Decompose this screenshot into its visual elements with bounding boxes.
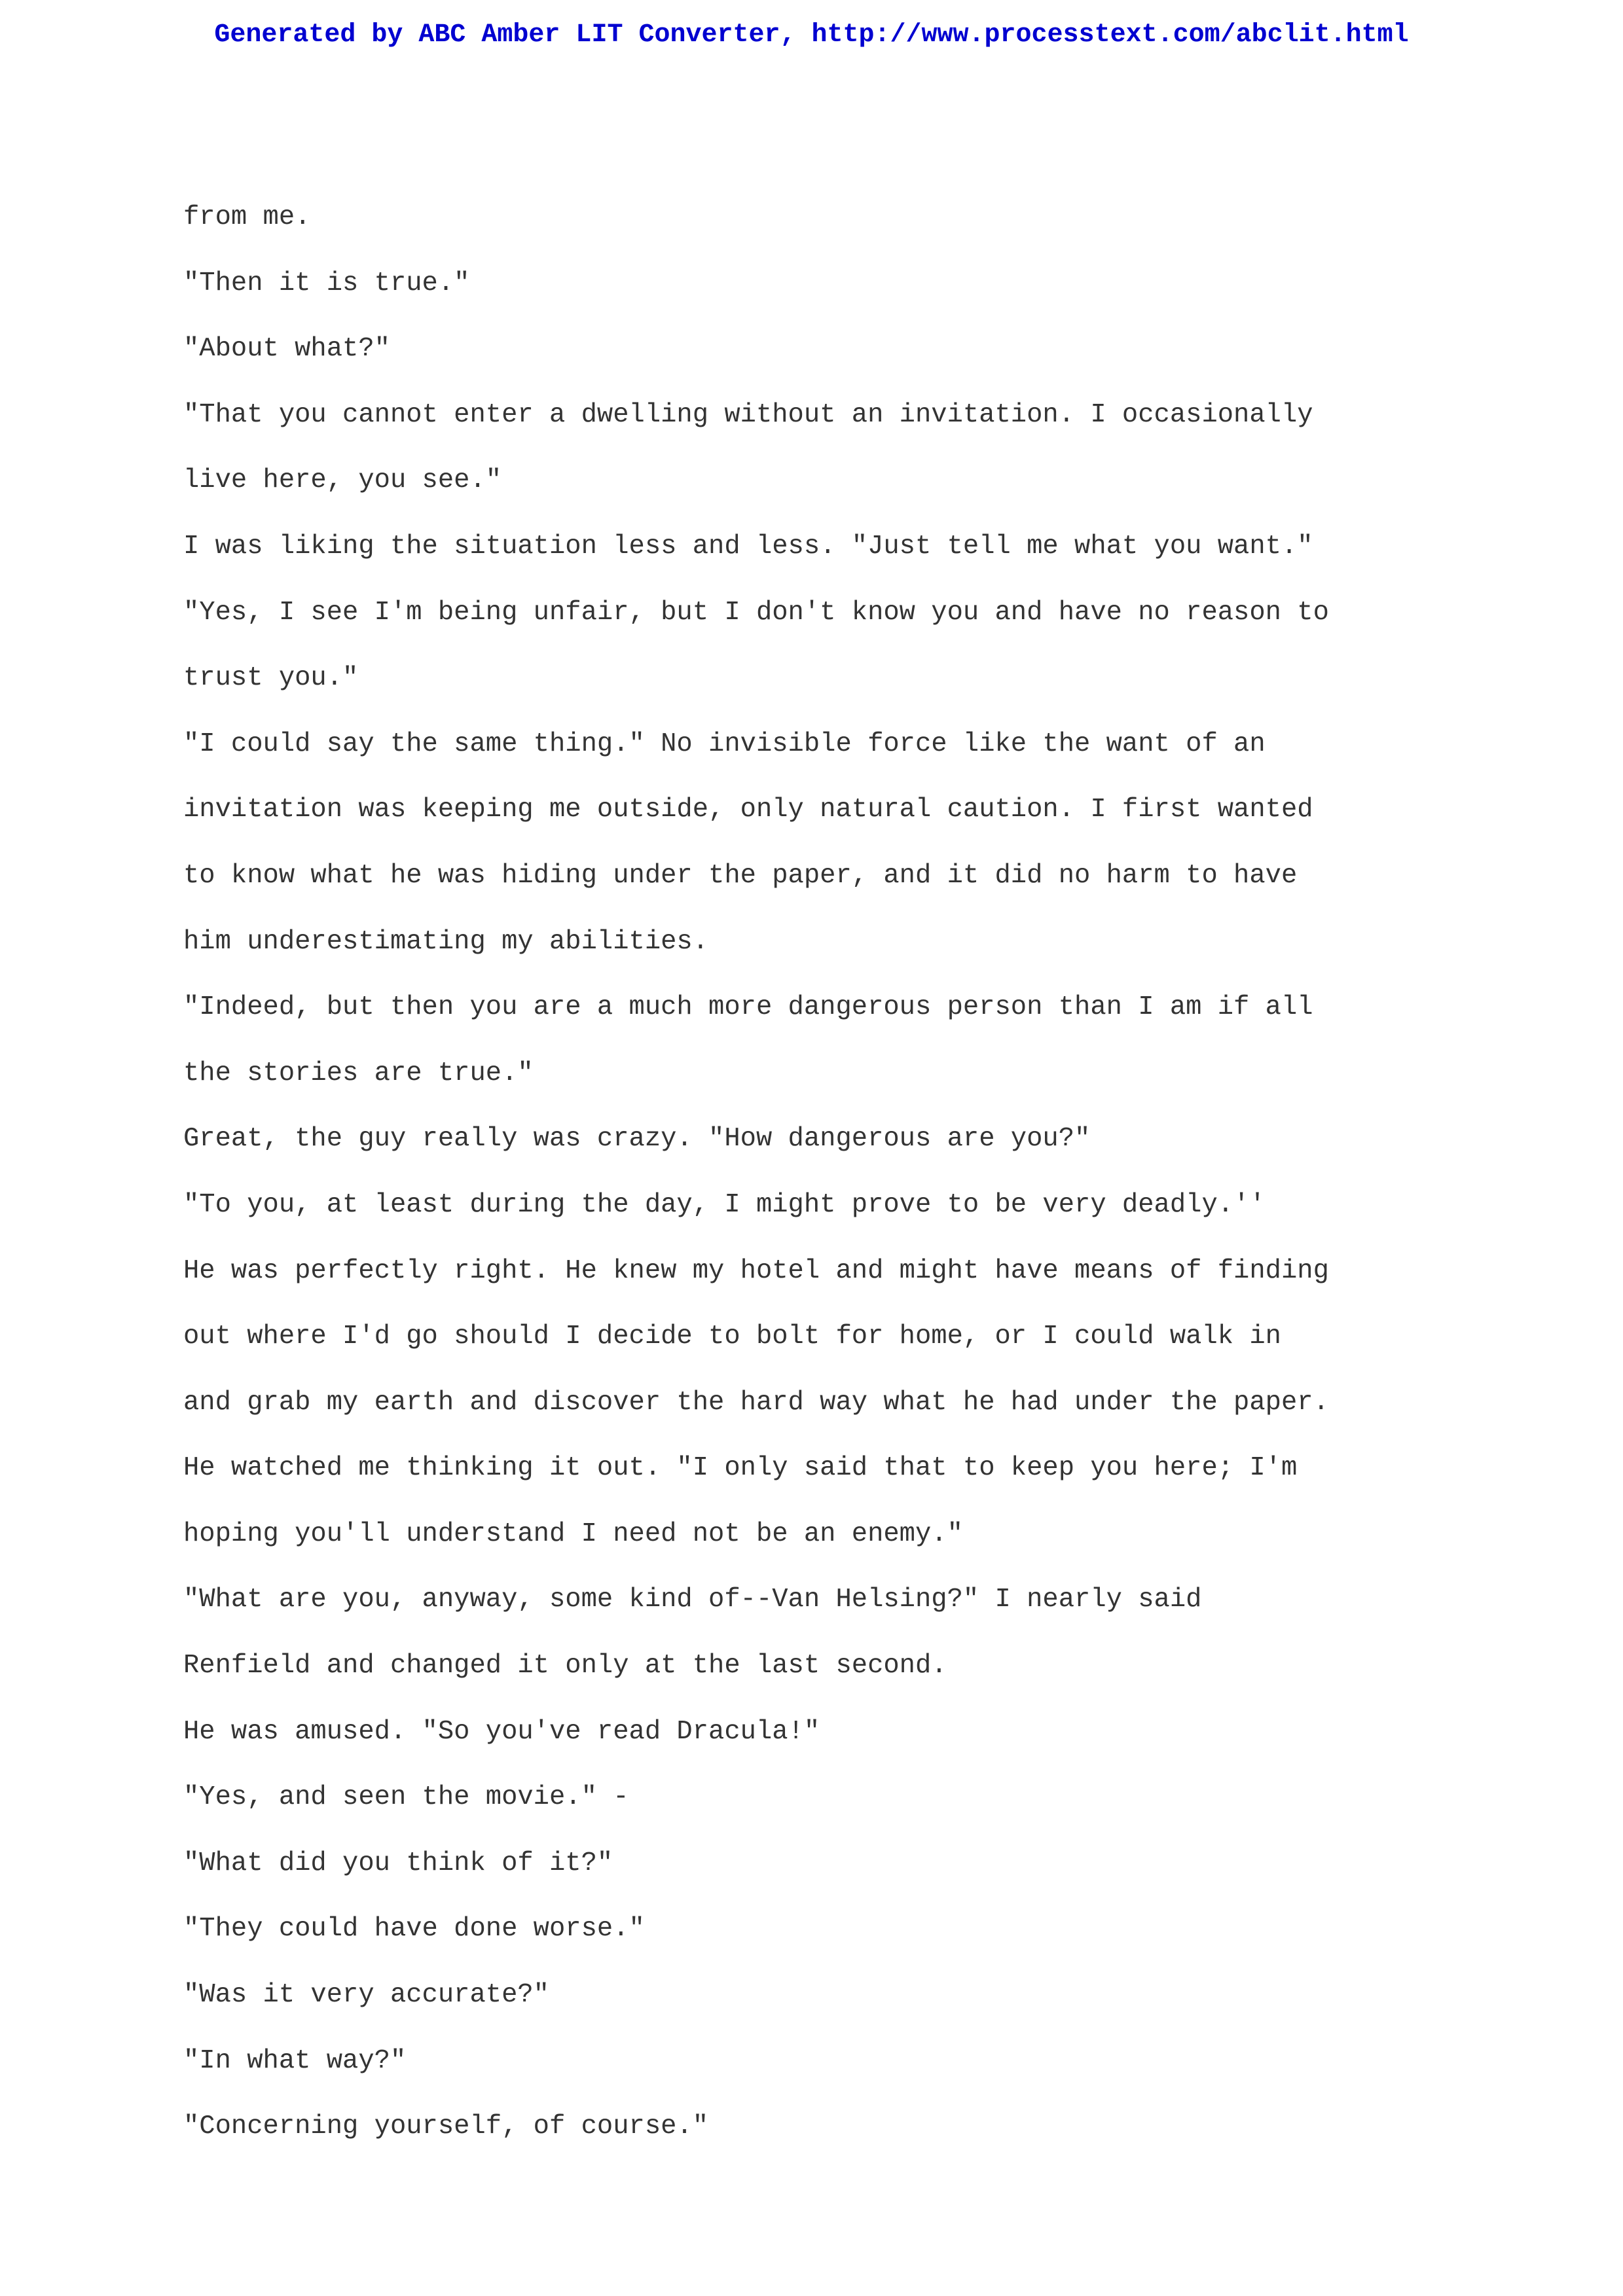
text-line: "Concerning yourself, of course.": [183, 2111, 709, 2142]
text-line: "What did you think of it?": [183, 1848, 613, 1878]
text-line: "What are you, anyway, some kind of--Van Helsing?" I nearly said: [183, 1585, 1202, 1615]
text-line: Renfield and changed it only at the last second.: [183, 1651, 947, 1681]
text-line: "To you, at least during the day, I might prove to be very deadly.'': [183, 1189, 1266, 1220]
text-line: and grab my earth and discover the hard way what he had under the paper.: [183, 1387, 1329, 1418]
text-line: He was perfectly right. He knew my hotel and might have means of finding: [183, 1255, 1329, 1286]
text-line: trust you.": [183, 663, 359, 694]
text-line: He watched me thinking it out. "I only said that to keep you here; I'm: [183, 1453, 1298, 1484]
text-line: "In what way?": [183, 2045, 407, 2076]
text-line: hoping you'll understand I need not be an enemy.": [183, 1518, 963, 1549]
text-line: out where I'd go should I decide to bolt for home, or I could walk in: [183, 1321, 1281, 1352]
text-line: live here, you see.": [183, 465, 502, 496]
text-line: invitation was keeping me outside, only natural caution. I first wanted: [183, 795, 1313, 825]
text-line: from me.: [183, 202, 311, 232]
text-line: him underestimating my abilities.: [183, 926, 709, 957]
text-line: He was amused. "So you've read Dracula!": [183, 1716, 820, 1747]
text-line: "I could say the same thing." No invisible force like the want of an: [183, 728, 1266, 759]
text-line: "Yes, and seen the movie." -: [183, 1782, 629, 1813]
converter-banner: Generated by ABC Amber LIT Converter, http://www.processtext.com/abclit.html: [214, 20, 1409, 50]
text-line: "That you cannot enter a dwelling without an invitation. I occasionally: [183, 399, 1313, 430]
text-line: Great, the guy really was crazy. "How dangerous are you?": [183, 1124, 1091, 1155]
page-body: [183, 185, 1493, 2160]
text-line: "Was it very accurate?": [183, 1980, 549, 2011]
text-line: "They could have done worse.": [183, 1914, 645, 1945]
text-line: "Yes, I see I'm being unfair, but I don't know you and have no reason to: [183, 597, 1329, 628]
text-line: I was liking the situation less and less. "Just tell me what you want.": [183, 531, 1313, 562]
text-line: to know what he was hiding under the paper, and it did no harm to have: [183, 860, 1298, 891]
text-line: "Then it is true.": [183, 268, 470, 298]
text-line: "About what?": [183, 334, 390, 365]
text-line: the stories are true.": [183, 1058, 534, 1088]
text-line: "Indeed, but then you are a much more dangerous person than I am if all: [183, 992, 1313, 1023]
